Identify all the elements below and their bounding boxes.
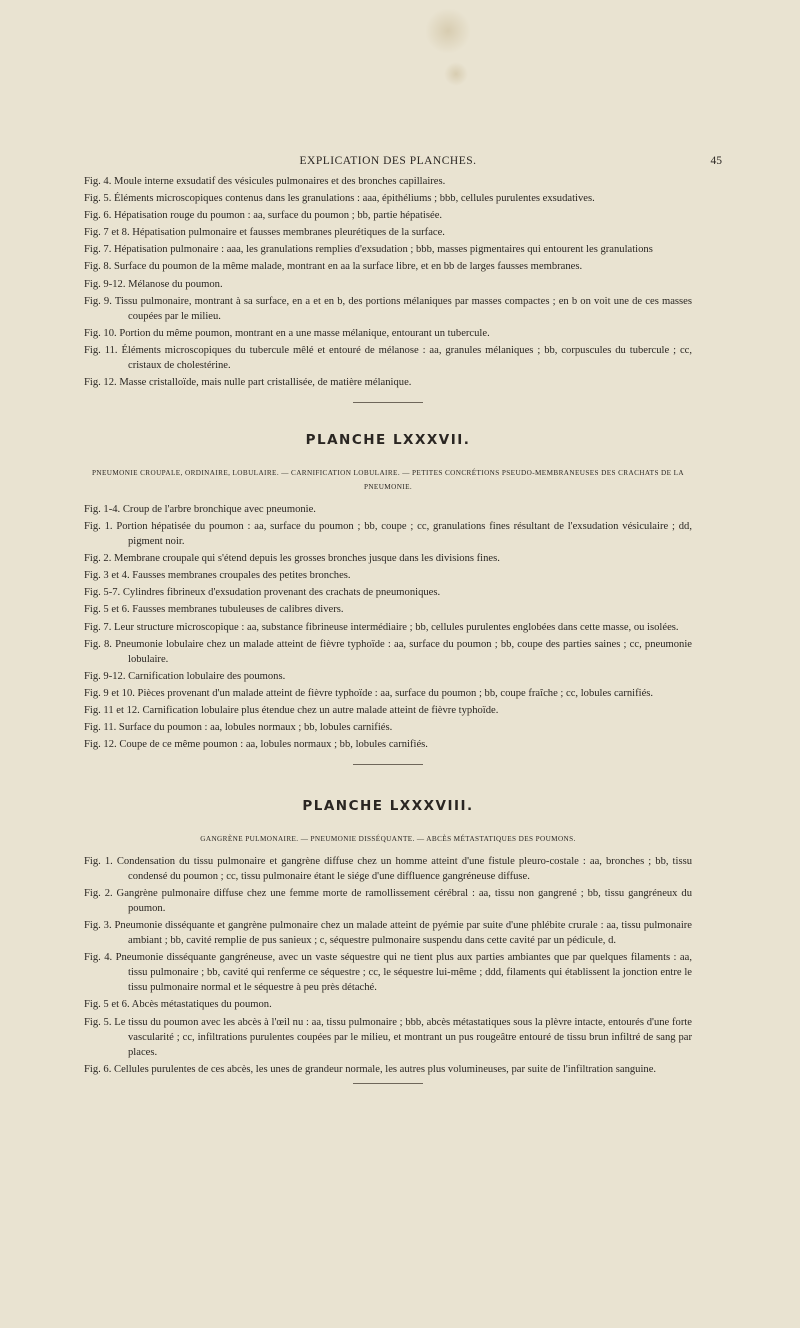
section-plate-lxxxvii [84,433,692,752]
document-page [84,154,722,1084]
figure-entry: Fig. 5. Le tissu du poumon avec les abcès à l'œil nu : aa, tissu pulmonaire ; bbb, abcès métastatiques sous la plèvre intacte, entourés d'une forte vascularité ; cc, infiltrations purulentes coupées par le milieu, et montrant un pus rougeâtre entouré de tissu brun infiltré de sang par places. [84,1016,692,1058]
figure-entry: Fig. 1-4. Croup de l'arbre bronchique avec pneumonie. [84,503,316,515]
figure-entry: Fig. 5 et 6. Fausses membranes tubuleuses de calibres divers. [84,604,344,616]
figure-entry: Fig. 2. Gangrène pulmonaire diffuse chez une femme morte de ramollissement cérébral : aa, tissu non gangrené ; bb, tissu gangréneux du poumon. [84,888,692,915]
figure-entry: Fig. 11. Surface du poumon : aa, lobules normaux ; bb, lobules carnifiés. [84,721,393,733]
figure-entry: Fig. 6. Cellules purulentes de ces abcès, les unes de grandeur normale, les autres plus volumineuses, par suite de l'infiltration sanguine. [84,1063,657,1075]
figure-entry: Fig. 10. Portion du même poumon, montrant en a une masse mélanique, entourant un tubercule. [84,327,490,339]
figure-entry: Fig. 4. Moule interne exsudatif des vésicules pulmonaires et des bronches capillaires. [84,176,446,187]
figure-entry: Fig. 7. Hépatisation pulmonaire : aaa, les granulations remplies d'exsudation ; bbb, masses pigmentaires qui entourent les granulations [84,244,653,256]
figure-entry: Fig. 11 et 12. Carnification lobulaire plus étendue chez un autre malade atteint de fièvre typhoïde. [84,704,499,716]
figure-entry: Fig. 12. Coupe de ce même poumon : aa, lobules normaux ; bb, lobules carnifiés. [84,739,428,751]
figure-entry: Fig. 5-7. Cylindres fibrineux d'exsudation provenant des crachats de pneumoniques. [84,587,441,599]
figure-entry: Fig. 8. Surface du poumon de la même malade, montrant en aa la surface libre, et en bb de larges fausses membranes. [84,261,583,273]
figure-entry: Fig. 2. Membrane croupale qui s'étend depuis les grosses bronches jusque dans les divisions fines. [84,553,500,565]
section-divider [353,402,423,403]
figure-entry: Fig. 7 et 8. Hépatisation pulmonaire et fausses membranes pleurétiques de la surface. [84,227,445,239]
plate-subtitle: GANGRÈNE PULMONAIRE. — PNEUMONIE DISSÉQUANTE. — ABCÈS MÉTASTATIQUES DES POUMONS. [200,835,576,844]
section-divider [353,764,423,765]
figure-entry: Fig. 7. Leur structure microscopique : aa, substance fibrineuse intermédiaire ; bb, cellules purulentes englobées dans cette masse, ou isolées. [84,621,679,633]
plate-subtitle: PNEUMONIE CROUPALE, ORDINAIRE, LOBULAIRE. — CARNIFICATION LOBULAIRE. — PETITES CONCRÉTIONS PSEUDO-MEMBRANEUSES DES CRACHATS DE LA PNEUMONIE. [91,468,684,491]
figure-entry: Fig. 6. Hépatisation rouge du poumon : aa, surface du poumon ; bb, partie hépatisée. [84,210,443,222]
figure-entry: Fig. 5 et 6. Abcès métastatiques du poumon. [84,999,272,1011]
section-plate-lxxxvi-continued [84,174,692,390]
page-number: 45 [710,155,722,167]
figure-entry: Fig. 1. Portion hépatisée du poumon : aa, surface du poumon ; bb, coupe ; cc, granulations fines résultant de l'exsudation vésiculaire ; dd, pigment noir. [84,521,692,548]
paper-stain-top [425,8,471,54]
running-title: EXPLICATION DES PLANCHES. [299,155,477,167]
figure-entry: Fig. 9-12. Mélanose du poumon. [84,278,223,290]
paper-stain-top-small [444,62,468,86]
figure-entry: Fig. 3 et 4. Fausses membranes croupales des petites bronches. [84,570,351,582]
section-plate-lxxxviii [84,799,692,1077]
figure-entry: Fig. 9 et 10. Pièces provenant d'un malade atteint de fièvre typhoïde : aa, surface du poumon ; bb, coupe fraîche ; cc, lobules carnifiés. [84,687,654,699]
figure-entry: Fig. 8. Pneumonie lobulaire chez un malade atteint de fièvre typhoïde : aa, surface du poumon ; bb, coupe des parties saines ; cc, pneumonie lobulaire. [84,638,692,665]
end-divider [353,1083,423,1084]
figure-entry: Fig. 1. Condensation du tissu pulmonaire et gangrène diffuse chez un homme atteint d'une fistule pleuro-costale : aa, bronches ; bb, tissu condensé du poumon ; cc, tissu pulmonaire étant le siége d'une diffluence gangréneuse diffuse. [84,856,692,883]
figure-entry: Fig. 4. Pneumonie disséquante gangréneuse, avec un vaste séquestre qui ne tient plus aux parties ambiantes que par quelques filaments : aa, tissu pulmonaire ; bb, cavité qui renferme ce séquestre ; cc, le séquestre lui-même ; ddd, filaments qui établissent la jonction entre le tissu pulmonaire normal et le séquestre à peu près détaché. [84,952,692,994]
figure-entry: Fig. 9-12. Carnification lobulaire des poumons. [84,670,286,682]
figure-entry: Fig. 3. Pneumonie disséquante et gangrène pulmonaire chez un malade atteint de pyémie par suite d'une phlébite crurale : aa, tissu pulmonaire ambiant ; bb, cavité remplie de pus sanieux ; c, séquestre pulmonaire suspendu dans cette cavité par un pédicule, d. [84,920,692,947]
figure-entry: Fig. 12. Masse cristalloïde, mais nulle part cristallisée, de matière mélanique. [84,376,412,388]
figure-entry: Fig. 11. Éléments microscopiques du tubercule mêlé et entouré de mélanose : aa, granules mélaniques ; bb, corpuscules du tubercule ; cc, cristaux de cholestérine. [84,344,692,371]
plate-title: PLANCHE LXXXVII. [305,431,471,448]
figure-entry: Fig. 5. Éléments microscopiques contenus dans les granulations : aaa, épithéliums ; bbb, cellules purulentes exsudatives. [84,193,595,205]
figure-entry: Fig. 9. Tissu pulmonaire, montrant à sa surface, en a et en b, des portions mélaniques par masses compactes ; en b on voit une de ces masses coupées par le milieu. [84,295,692,322]
plate-title: PLANCHE LXXXVIII. [302,798,474,815]
page-header [84,154,722,172]
